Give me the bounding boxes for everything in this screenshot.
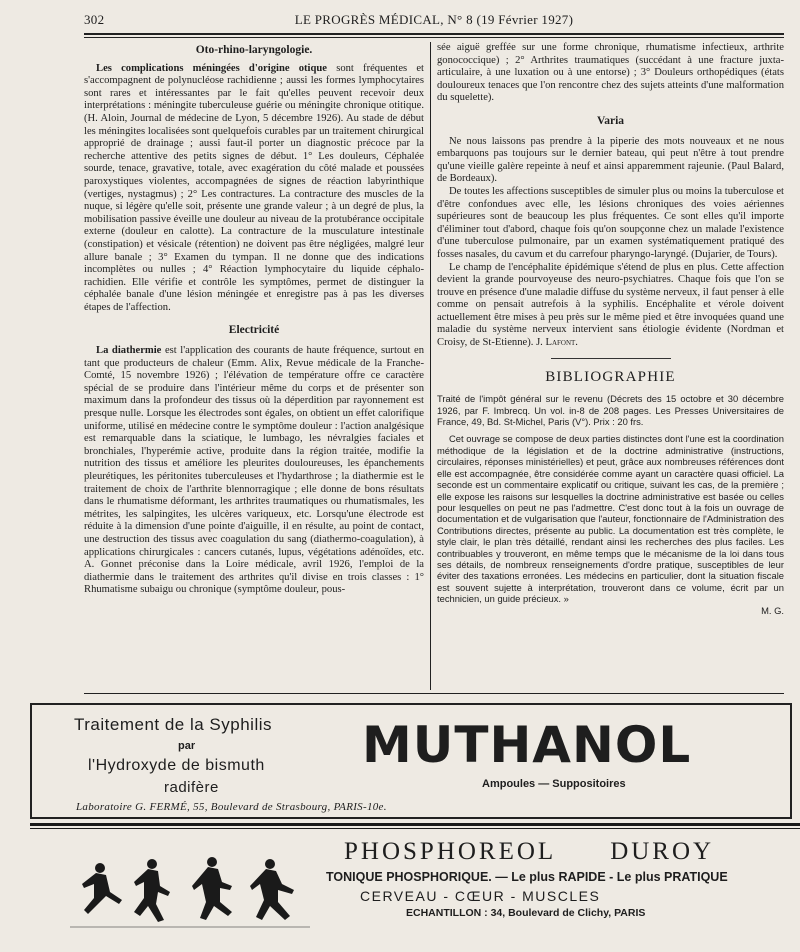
section-divider [551, 358, 671, 359]
ad-products: Ampoules — Suppositoires [482, 778, 626, 790]
page-body-bottom-rule [84, 693, 784, 694]
phosphoreol-advertisement [30, 830, 800, 948]
runners-illustration [70, 842, 310, 930]
page-header [84, 10, 784, 34]
paragraph-lead: La diathermie [96, 345, 162, 357]
ad-separator-rule-2 [30, 828, 800, 829]
ad-line-hydroxyde: l'Hydroxyde de bismuth [88, 757, 265, 774]
ad-tagline: TONIQUE PHOSPHORIQUE. — Le plus RAPIDE - Le plus PRATIQUE [326, 870, 728, 884]
brand-duroy: DUROY [610, 838, 715, 865]
ad-line-radifere: radifère [164, 779, 219, 796]
paragraph-body: Le champ de l'encéphalite épidémique s'étend de plus en plus. Cette affection devient la grande pourvoyeuse des neuro-psychiatres. Chaque fois que l'on se trouve en présence d'une maladie diffuse du système nerveux, il faut penser à elle comme on pensait autrefois à la syphilis. Encéphalite et vérole doivent actuellement être mises à peu près sur le même pied et être invoquées quand une maladie du système nerveux intervient sans étiologie évidente (Nordman et Croisy, de St-Etienne). [437, 261, 784, 349]
book-reference: Traité de l'impôt général sur le revenu (Décrets des 15 octobre et 30 décembre 1926, par F. Imbrecq. Un vol. in-8 de 208 pages. Les Presses Universitaires de France, 49, Bd. St-Michel, Paris (V°). Prix : 20 frs. [437, 393, 784, 428]
phosphoreol-brand [344, 838, 714, 866]
paragraph-diathermie [84, 345, 424, 597]
paragraph-body: sont fréquentes et s'accompagnent de polynucléose rachidienne ; aussi les formes lymphocytaires sont rares et intéressantes par le fait qu'elles peuvent recevoir deux interprétations : méningite tuberculeuse guérie ou méningite chronique otitique. (H. Aloin, Journal de médecine de Lyon, 5 décembre 1926). Au stade de début les méningites localisées sont quelquefois curables par un traitement chirurgical approprié de drainage ; aussi faut-il porter un diagnostic précoce par la recherche attentive des petits signes de début. 1° Les douleurs, Céphalée sourde, tenace, gravative, totale, avec exagération du côté malade et poussées paroxystiques violentes, accompagnées de signes de réaction labyrinthique (vertiges, nystagmus) ; 2° Les contractures. La contracture des muscles de la nuque, si légère qu'elle soit, présente une grande valeur ; à un degré de plus, la mobilisation passive éveille une douleur au niveau de la protubérance occipitale externe (douleur en calotte). La contracture de la musculature intestinale (constipation) et vésicale (rétention) ne doivent pas être négligées, malgré leur allure banale ; 3° Examen du tympan. Il ne donne que des indications incomplètes ou nulles ; 4° Réaction lymphocytaire du liquide céphalo-rachidien. Elle vérifie et contrôle les symptômes, permet de distinguer la céphalée banale d'une lésion méningée et enregistre pas à pas les diverses étapes de l'affection. [84, 62, 424, 313]
muthanol-advertisement [30, 703, 792, 819]
section-heading-bibliographie: BIBLIOGRAPHIE [545, 368, 676, 385]
paragraph-varia-1: Ne nous laissons pas prendre à la piperie des mots nouveaux et ne nous embarquons pas toujours sur le dernier bateau, qui peut n'être à tout prendre qu'une vieille galère repeinte à neuf et ainsi apparemment rajeunie. (Paul Balard, de Bordeaux). [437, 135, 784, 185]
ad-separator-rule [30, 823, 800, 826]
ad-sample-address: ECHANTILLON : 34, Boulevard de Clichy, PARIS [406, 907, 646, 919]
left-column [84, 42, 424, 692]
paragraph-lead: Les complications méningées d'origine otique [96, 62, 327, 74]
brand-phosphoreol: PHOSPHOREOL [344, 838, 557, 865]
column-divider [430, 42, 431, 690]
journal-title: LE PROGRÈS MÉDICAL, N° 8 (19 Février 1927) [294, 12, 574, 27]
section-heading-electricite: Electricité [228, 324, 280, 337]
ad-address: Laboratoire G. FERMÉ, 55, Boulevard de Strasbourg, PARIS-10e. [76, 801, 387, 813]
ad-organs: CERVEAU - CŒUR - MUSCLES [360, 888, 601, 904]
header-rule-thin [84, 37, 784, 38]
paragraph-continuation: sée aiguë greffée sur une forme chronique, rhumatisme infectieux, arthrite gonococcique) ; 2° Arthrites traumatiques (succédant à une fracture juxta-articulaire, à une luxation ou à une entorse) ; 3° Douleurs orthopédiques (états douloureux tenaces que l'on rencontre chez des sujets atteints d'une malformation du squelette). [437, 42, 784, 104]
right-column [437, 42, 784, 692]
review-signature: M. G. [761, 604, 784, 616]
paragraph-varia-2: De toutes les affections susceptibles de simuler plus ou moins la tuberculose et d'être confondues avec elle, les lésions chroniques des voies aériennes supérieures sont de beaucoup les plus fréquentes. Ce sont elles qu'il importe d'éliminer tout d'abord, chaque fois qu'on soupçonne chez un malade l'existence d'une tuberculose pulmonaire, par un examen systématiquement pratiqué des fosses nasales, du cavum et du carrefour pharyngo-laryngé. (Dujarier, de Tours). [437, 185, 784, 260]
header-rule [84, 33, 784, 35]
paragraph-body: est l'application des courants de haute fréquence, surtout en tant que producteurs de chaleur (Emm. Alix, Revue médicale de la Franche-Comté, 15 novembre 1926) ; l'élévation de température offre ce caractère spécial de se produire dans l'intérieur même du corps et de présenter son maximum dans la profondeur des tissus où la déperdition par rayonnement est presque nulle. Lorsque les électrodes sont égales, on obtient un effet calorifique uniforme, utilisé en médecine contre le symptôme douleur : l'action analgésique est remarquable dans la sciatique, le lumbago, les névralgies faciales et bronchiales, l'hyperémie active, produite dans la région traitée, modifie la nutrition des tissus et améliore les pleurites douloureuses, les épanchements pleurétiques, les péritonites tuberculeuses et l'hydarthrose ; la diathermie est le traitement de choix de l'arthrite blennorragique ; elle donne de bons résultats dans le rhumatisme déformant, les arthrites traumatiques ou rhumatismales, les métrites, les salpingites, les ulcères variqueux, etc. Lorsqu'une électrode est réduite à la dimension d'une pointe d'aiguille, il en résulte, au point de contact, une destruction des tissus avec coagulation du sang (diathermo-coagulation), à applications chirurgicales : cancers cutanés, lupus, végétations adénoïdes, etc. A. Gonnet préconise dans la Loire médicale, avril 1926, l'emploi de la diathermie dans le traitement des arthrites qu'il divise en trois classes : 1° Rhumatisme subaigu ou chronique (symptôme douleur, pous- [84, 345, 424, 596]
ad-line-treatment: Traitement de la Syphilis [74, 715, 273, 734]
paragraph-otique [84, 63, 424, 315]
page-number: 302 [84, 12, 105, 27]
book-review: Cet ouvrage se compose de deux parties distinctes dont l'une est la coordination méthodique de la législation et de la doctrine administrative (instructions, circulaires, réponses ministérielles) et peut, grâce aux nombreuses références dont elle est accompagnée, être considérée comme ayant un caractère quasi officiel. La seconde est un commentaire explicatif ou critique, suivant les cas, de la première ; elle expose les raisons sur lesquelles la doctrine administrative est basée ou celles pour lesquelles on peut ne pas l'admettre. C'est donc tout à la fois un ouvrage de documentation et de vulgarisation que l'auteur, fonctionnaire de l'Administration des Contributions directes, présente au public. La documentation est très complète, le style clair, le plan très détaillé, rendant ainsi les recherches des plus faciles. Les contribuables y trouveront, en même temps que le mécanisme de la loi dans tous ses détails, de nombreux renseignements d'ordre pratique, susceptibles de leur éviter des taxations erronées. Les médecins en particulier, dont la situation fiscale est souvent sujette à interprétation, trouveront dans ce volume, écrit par un technicien, un guide précieux. » [437, 433, 784, 605]
section-heading-orl: Oto-rhino-laryngologie. [195, 44, 313, 56]
section-heading-varia: Varia [596, 114, 625, 127]
ad-line-par: par [178, 740, 196, 752]
muthanol-brand: MUTHANOL [362, 716, 692, 774]
paragraph-varia-3 [437, 262, 784, 350]
author-signature: J. Lafont. [536, 337, 578, 349]
